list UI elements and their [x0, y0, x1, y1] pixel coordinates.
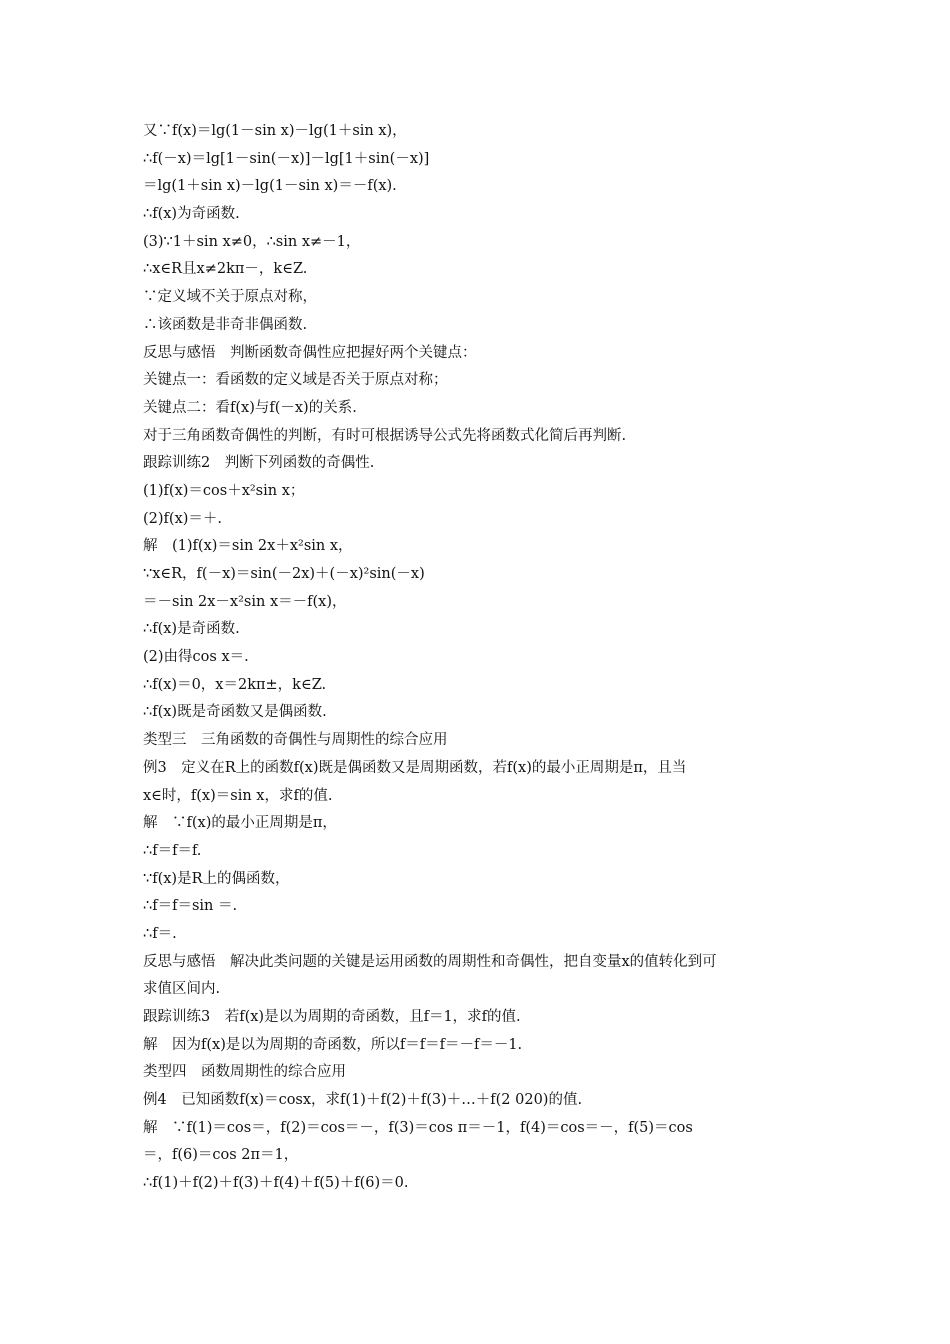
text-line: (1)f(x)＝cos＋x²sin x；	[143, 482, 305, 499]
text-line: ∴f＝f＝f.	[143, 842, 202, 859]
example-4-line: 例4 已知函数f(x)＝cosx，求f(1)＋f(2)＋f(3)＋…＋f(2 020)的值.	[143, 1092, 583, 1109]
text-line: ∴f(－x)＝lg[1－sin(－x)]－lg[1＋sin(－x)]	[143, 150, 430, 167]
reflection-heading: 反思与感悟 判断函数奇偶性应把握好两个关键点：	[143, 344, 477, 361]
text-line: ∴x∈R且x≠2kπ－，k∈Z.	[143, 261, 308, 278]
reflection-heading: 反思与感悟 解决此类问题的关键是运用函数的周期性和奇偶性，把自变量x的值转化到可	[143, 953, 717, 970]
text-line: x∈时，f(x)＝sin x，求f的值.	[143, 787, 333, 804]
section-heading-type4: 类型四 函数周期性的综合应用	[143, 1064, 346, 1081]
text-line: (3)∵1＋sin x≠0，∴sin x≠－1，	[143, 233, 361, 250]
text-line: 求值区间内.	[143, 981, 221, 998]
example-3-line: 例3 定义在R上的函数f(x)既是偶函数又是周期函数，若f(x)的最小正周期是π，且当	[143, 759, 687, 776]
text-line: ＝－sin 2x－x²sin x＝－f(x)，	[143, 593, 347, 610]
text-line: 又∵f(x)＝lg(1－sin x)－lg(1＋sin x)，	[143, 123, 407, 139]
section-heading-type3: 类型三 三角函数的奇偶性与周期性的综合应用	[143, 732, 448, 749]
text-line: ∴f＝.	[143, 925, 177, 942]
text-line: 关键点二：看f(x)与f(－x)的关系.	[143, 399, 357, 416]
text-line: ∵f(x)是R上的偶函数，	[143, 870, 290, 887]
text-line: ∴f(x)既是奇函数又是偶函数.	[143, 704, 327, 721]
exercise-heading: 跟踪训练2 判断下列函数的奇偶性.	[143, 455, 375, 472]
text-line: 对于三角函数奇偶性的判断，有时可根据诱导公式先将函数式化简后再判断.	[143, 427, 627, 444]
exercise-heading: 跟踪训练3 若f(x)是以为周期的奇函数，且f＝1，求f的值.	[143, 1009, 521, 1025]
text-line: ＝，f(6)＝cos 2π＝1，	[143, 1147, 299, 1164]
solution-line: 解 ∵f(1)＝cos＝，f(2)＝cos＝－，f(3)＝cos π＝－1，f(4)＝cos＝－，f(5)＝cos	[143, 1119, 693, 1136]
text-line: ＝lg(1＋sin x)－lg(1－sin x)＝－f(x).	[143, 178, 397, 195]
text-line: (2)由得cos x＝.	[143, 649, 249, 666]
text-line: ∵定义域不关于原点对称，	[143, 289, 317, 306]
document-body	[143, 118, 815, 1198]
text-line: ∴f＝f＝sin ＝.	[143, 898, 238, 915]
text-line: ∴f(x)＝0，x＝2kπ±，k∈Z.	[143, 676, 327, 693]
text-line: ∵x∈R，f(－x)＝sin(－2x)＋(－x)²sin(－x)	[143, 566, 425, 582]
text-line: ∴f(x)为奇函数.	[143, 206, 240, 223]
text-line: 关键点一：看函数的定义域是否关于原点对称；	[143, 372, 448, 389]
text-line: ∴f(1)＋f(2)＋f(3)＋f(4)＋f(5)＋f(6)＝0.	[143, 1175, 409, 1192]
text-line: ∴f(x)是奇函数.	[143, 621, 240, 638]
solution-line: 解 因为f(x)是以为周期的奇函数，所以f＝f＝f＝－f＝－1.	[143, 1036, 523, 1053]
solution-line: 解 ∵f(x)的最小正周期是π，	[143, 815, 337, 832]
solution-line: 解 (1)f(x)＝sin 2x＋x²sin x，	[143, 538, 353, 555]
text-line: (2)f(x)＝＋.	[143, 510, 223, 527]
text-line: ∴该函数是非奇非偶函数.	[143, 316, 308, 333]
